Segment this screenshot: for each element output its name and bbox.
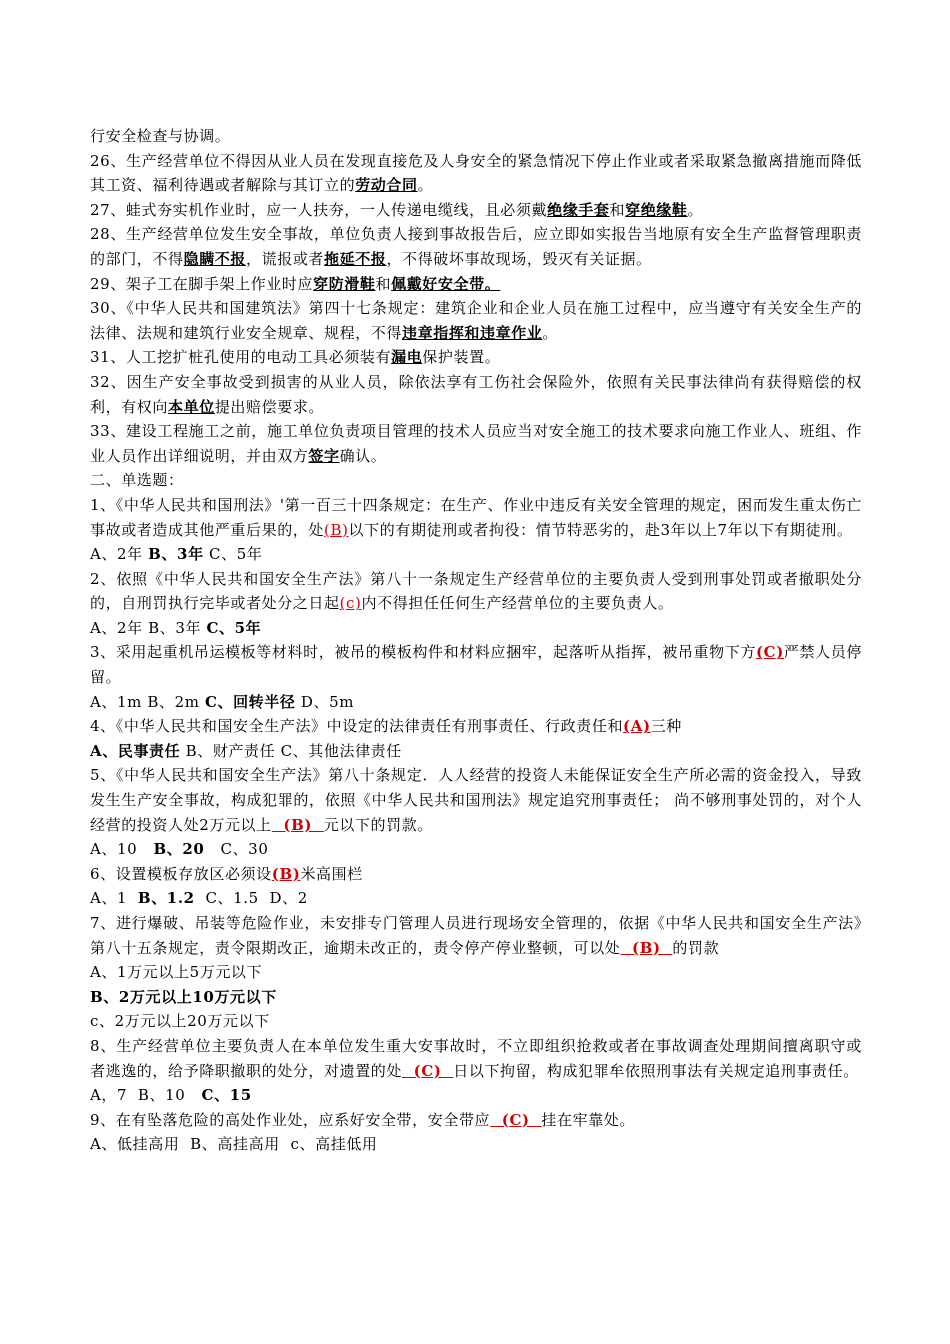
correct-option: C、回转半径: [204, 692, 296, 711]
correct-option: C、5年: [206, 618, 262, 637]
text: 29、架子工在脚手架上作业时应: [90, 274, 314, 293]
text-line: [90, 124, 862, 149]
correct-option: C、15: [201, 1086, 252, 1105]
text: 和: [609, 200, 626, 219]
single-choice-3: [90, 640, 862, 689]
option: D、5m: [295, 692, 355, 711]
option: A、2年: [90, 545, 149, 564]
correct-option: B、20: [153, 840, 205, 859]
question-29: [90, 272, 862, 297]
text: 的罚款: [672, 938, 720, 957]
text: 和: [375, 274, 392, 293]
text: 3、采用起重机吊运模板等材料时，被吊的模板构件和材料应捆牢，起落听从指挥，被吊重物下方: [90, 643, 756, 662]
answer: 漏电: [391, 348, 423, 367]
text: 挂在牢靠处。: [541, 1110, 635, 1129]
answer: 拖延不报: [324, 249, 387, 268]
text: 26、生产经营单位不得因从业人员在发现直接危及人身安全的紧急情况下停止作业或者采取紧急撤离措施而降低其工资、福利待遇或者解除与其订立的: [90, 151, 862, 195]
option: A、10: [90, 840, 154, 859]
answer: 穿防滑鞋: [313, 274, 376, 293]
correct-option: B、2万元以上10万元以下: [90, 987, 277, 1006]
document-page: [90, 124, 862, 1157]
question-26: [90, 149, 862, 198]
text: 28、生产经营单位发生安全事故，单位负责人接到事故报告后，应立即如实报告当地原有安全生产监督管理职责的部门，不得: [90, 225, 862, 268]
answer-marker: (B): [324, 520, 349, 539]
text: 行安全检查与协调。: [90, 127, 231, 145]
question-30: [90, 296, 862, 345]
text: 2、依照《中华人民共和国安全生产法》第八十一条规定生产经营单位的主要负责人受到刑事处罚或者撤职处分的，自刑罚执行完毕或者处分之日起: [90, 569, 862, 613]
text: 7、进行爆破、吊装等危险作业，未安排专门管理人员进行现场安全管理的，依据《中华人民共和国安全生产法》第八十五条规定，责令限期改正，逾期未改正的，责令停产停业整顿，可以处: [90, 914, 862, 957]
question-32: [90, 370, 862, 419]
answer-marker: (C): [402, 1061, 454, 1080]
option: C、1.5 D、2: [194, 889, 308, 908]
text: 提出赔偿要求。: [214, 397, 325, 416]
option: B、财产责任 C、其他法律责任: [180, 741, 402, 760]
option: c、2万元以上20万元以下: [90, 1012, 270, 1031]
text: 严禁人员停留。: [90, 643, 862, 687]
answer-marker: (B): [271, 864, 301, 883]
answer: 佩戴好安全带。: [391, 274, 501, 293]
options-3: [90, 690, 862, 715]
option: A、2年 B、3年: [90, 618, 207, 637]
text: 。: [542, 323, 559, 342]
text: 8、生产经营单位主要负责人在本单位发生重大安事故时，不立即组织抢救或者在事故调查处理期间擅离职守或者逃逸的，给予降职撤职的处分，对遗置的处: [90, 1036, 862, 1080]
text: 1、《中华人民共和国刑法》'第一百三十四条规定：在生产、作业中违反有关安全管理的规定，困而发生重太伤亡事故或者造成其他严重后果的，处: [90, 495, 862, 539]
text: 。: [687, 200, 704, 219]
options-5: [90, 837, 862, 862]
text: 5、《中华人民共和国安全生产法》第八十条规定．人人经营的投资人未能保证安全生产所必需的资金投入，导致发生生产安全事故，构成犯罪的，依照《中华人民共和国刑法》规定追究刑事责任； 尚不够刑事处罚的，对个人经营的投资人处2万元以上: [90, 766, 862, 834]
text: 日以下拘留，构成犯罪牟依照刑事法有关规定追刑事责任。: [453, 1061, 859, 1080]
text: 内不得担任任何生产经营单位的主要负责人。: [361, 594, 674, 613]
single-choice-5: [90, 763, 862, 837]
option-7b: [90, 985, 862, 1010]
section-heading: [90, 468, 862, 493]
text: 确认。: [339, 446, 387, 465]
single-choice-9: [90, 1108, 862, 1133]
single-choice-1: [90, 493, 862, 542]
options-4: [90, 739, 862, 764]
option: A、低挂高用 B、高挂高用 c、高挂低用: [90, 1135, 378, 1154]
single-choice-7: [90, 911, 862, 960]
correct-option: A、民事责任: [90, 741, 181, 760]
text: 保护装置。: [422, 348, 501, 367]
answer-marker: (B): [620, 938, 673, 957]
answer: 劳动合同: [355, 176, 418, 195]
answer: 绝缘手套: [547, 200, 610, 219]
options-8: [90, 1083, 862, 1108]
text: 以下的有期徒刑或者拘役：情节特恶劣的，赴3年以上7年以下有期徒刑。: [348, 520, 853, 539]
single-choice-6: [90, 862, 862, 887]
answer-marker: (C): [490, 1110, 542, 1129]
text: 元以下的罚款。: [323, 815, 433, 834]
answer: 本单位: [168, 397, 215, 416]
options-2: [90, 616, 862, 641]
question-27: [90, 198, 862, 223]
option: A、1m B、2m: [90, 692, 205, 711]
answer: 隐瞒不报: [183, 249, 247, 268]
option: A、1万元以上5万元以下: [90, 963, 263, 982]
answer: 签字: [308, 446, 340, 465]
answer-marker: (A): [623, 717, 651, 736]
correct-option: B、1.2: [137, 889, 195, 908]
text: 。: [417, 176, 434, 195]
option: A、1: [90, 889, 138, 908]
single-choice-8: [90, 1034, 862, 1083]
answer: 违章指挥和违章作业: [402, 323, 543, 342]
single-choice-4: [90, 714, 862, 739]
text: 30、《中华人民共和国建筑法》第四十七条规定：建筑企业和企业人员在施工过程中，应当遵守有关安全生产的法律、法规和建筑行业安全规章、规程，不得: [90, 299, 862, 342]
option: A，7 B、10: [90, 1086, 202, 1105]
question-28: [90, 222, 862, 271]
text: 27、蛙式夯实机作业时，应一人扶夯，一人传递电缆线，且必须戴: [90, 200, 548, 219]
text: 6、设置模板存放区必须设: [90, 864, 272, 883]
text: 三种: [650, 717, 682, 736]
answer-marker: (B): [271, 815, 324, 834]
question-31: [90, 345, 862, 370]
option-7c: [90, 1009, 862, 1034]
answer-marker: (c): [339, 594, 362, 613]
correct-option: B、3年: [148, 545, 204, 564]
text: ，不得破坏事故现场，毁灭有关证据。: [386, 249, 652, 268]
option: C、30: [204, 840, 269, 859]
text: ，谎报或者: [246, 249, 325, 268]
options-1: [90, 542, 862, 567]
answer: 穿绝缘鞋: [625, 200, 688, 219]
option-7a: [90, 960, 862, 985]
text: 31、人工挖扩桩孔使用的电动工具必须装有: [90, 348, 392, 367]
option: C、5年: [203, 545, 263, 564]
text: 9、在有坠落危险的高处作业处，应系好安全带，安全带应: [90, 1110, 491, 1129]
text: 32、因生产安全事故受到损害的从业人员，除依法享有工伤社会保险外，依照有关民事法律尚有获得赔偿的权利，有权向: [90, 372, 862, 416]
text: 二、单选题：: [90, 471, 184, 490]
text: 米高围栏: [300, 864, 363, 883]
question-33: [90, 419, 862, 468]
answer-marker: (C): [755, 643, 784, 662]
options-6: [90, 886, 862, 911]
options-9: [90, 1132, 862, 1157]
single-choice-2: [90, 567, 862, 616]
text: 33、建设工程施工之前，施工单位负责项目管理的技术人员应当对安全施工的技术要求向施工作业人、班组、作业人员作出详细说明，并由双方: [90, 422, 862, 465]
text: 4、《中华人民共和国安全生产法》中设定的法律责任有刑事责任、行政责任和: [90, 717, 624, 736]
